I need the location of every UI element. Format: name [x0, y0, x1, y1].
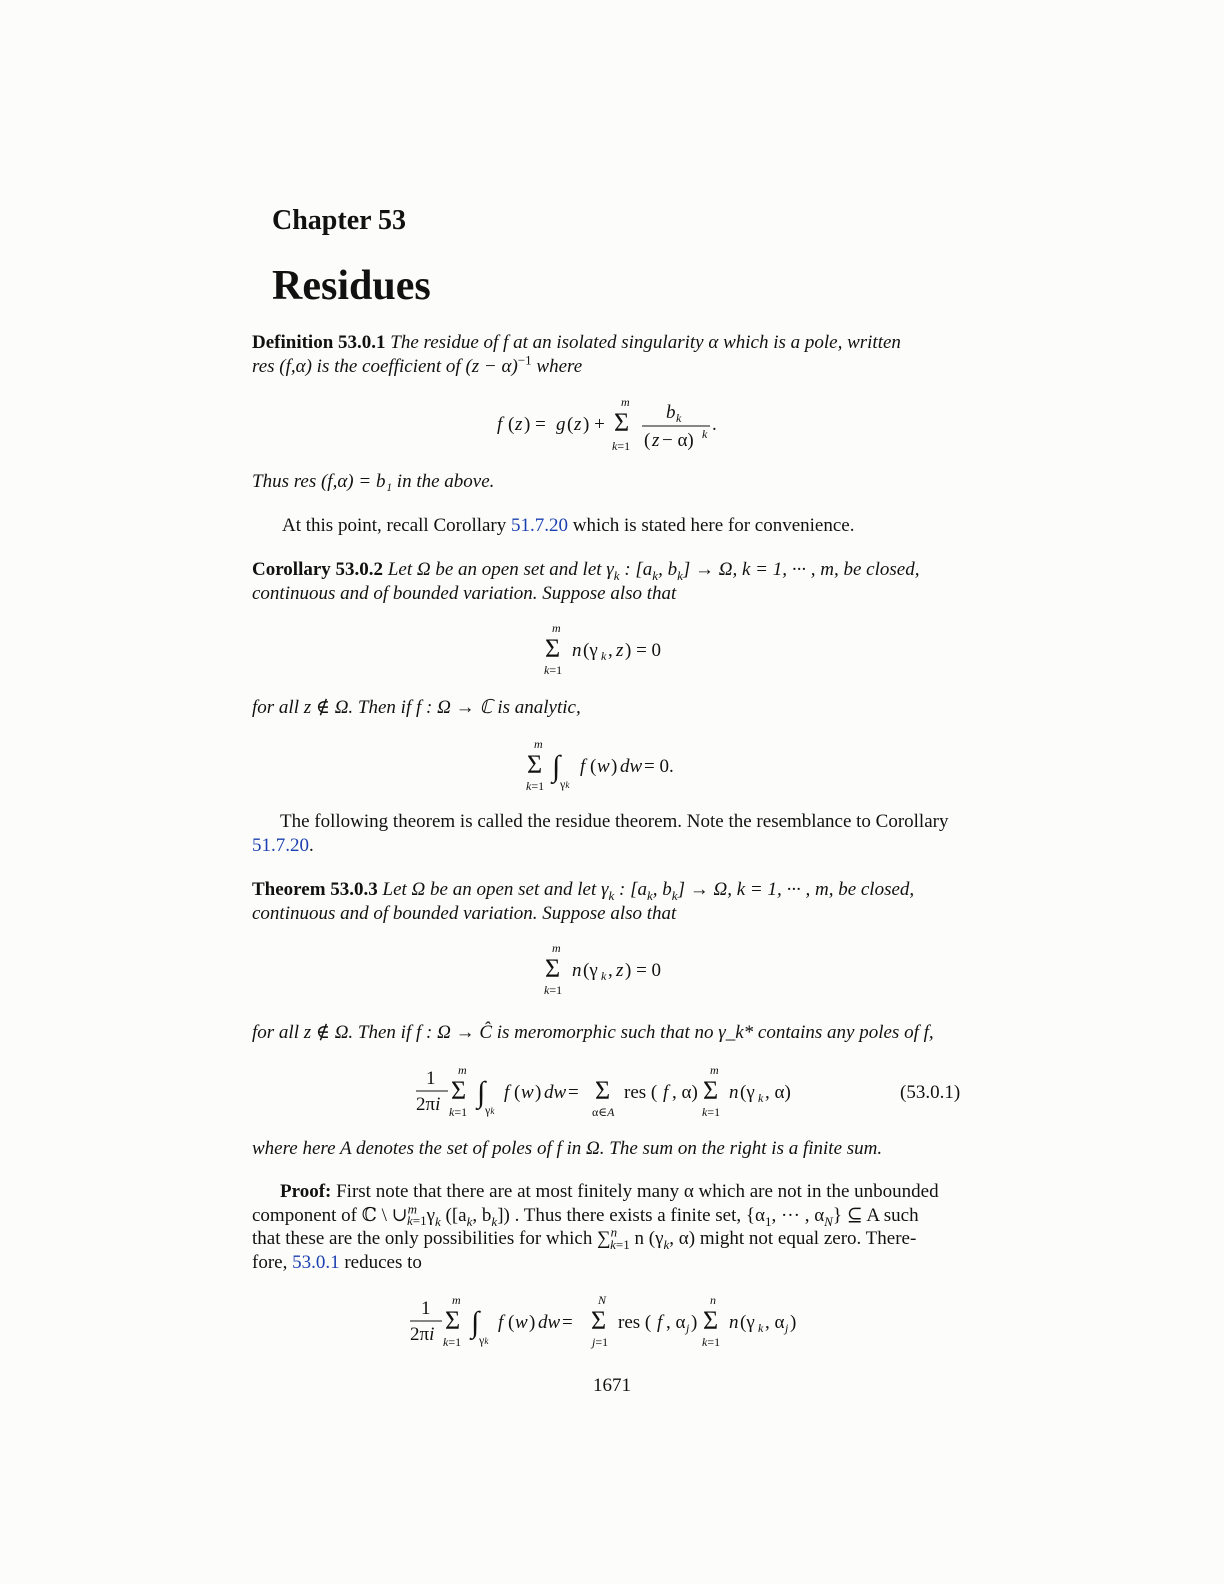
svg-text:, α: , α: [666, 1312, 686, 1333]
svg-text:1: 1: [426, 1068, 436, 1089]
svg-text:res (: res (: [624, 1082, 658, 1103]
proof-line-1: [252, 1180, 972, 1204]
proof-line2b: γ: [426, 1204, 435, 1226]
svg-text:dw: dw: [544, 1082, 567, 1103]
svg-text:k=1: k=1: [702, 1105, 721, 1119]
theorem-middle: for all z ∉ Ω. Then if f : Ω → Ĉ is meromorphic such that no γ_k* contains any poles of f,: [252, 1022, 934, 1043]
page-number: 1671: [593, 1375, 631, 1396]
svg-text:,: ,: [608, 640, 613, 661]
svg-text:f: f: [504, 1082, 510, 1103]
corollary-text-2: continuous and of bounded variation. Suppose also that: [252, 583, 677, 604]
svg-text:(: (: [508, 1312, 515, 1333]
svg-text:m: m: [621, 395, 630, 409]
svg-text:n: n: [710, 1293, 716, 1307]
svg-text:m: m: [710, 1063, 719, 1077]
theorem-eq1: [252, 940, 972, 1000]
para-following-after: .: [309, 835, 314, 856]
svg-text:b: b: [666, 402, 676, 423]
para-following-text: The following theorem is called the residue theorem. Note the resemblance to Corollary: [280, 811, 949, 832]
svg-text:n: n: [729, 1312, 739, 1333]
proof-line2a: component of ℂ \ ∪: [252, 1204, 408, 1226]
svg-text:n: n: [572, 960, 582, 981]
corollary-text-1: Let Ω be an open set and let γ: [387, 559, 614, 580]
para-following: [252, 810, 972, 858]
definition-text-2-end: where: [531, 356, 583, 377]
theorem-text-2: continuous and of bounded variation. Suppose also that: [252, 903, 677, 924]
svg-text:dw: dw: [538, 1312, 561, 1333]
proof-line3c: , α) might not equal zero. There-: [669, 1228, 917, 1249]
definition-text-1: The residue of f at an isolated singularity α which is a pole, written: [390, 332, 901, 353]
svg-text:k: k: [601, 969, 607, 983]
svg-text:α∈A: α∈A: [592, 1105, 615, 1119]
link-eq-53-0-1[interactable]: 53.0.1: [292, 1251, 340, 1273]
svg-text:j=1: j=1: [592, 1335, 609, 1349]
svg-text:(53.0.1): (53.0.1): [900, 1082, 961, 1103]
svg-text:k=1: k=1: [544, 663, 563, 677]
svg-text:, α: , α: [765, 1312, 785, 1333]
definition-label: Definition 53.0.1: [252, 332, 386, 353]
svg-text:γk: γk: [485, 1103, 495, 1117]
svg-text:m: m: [552, 941, 561, 955]
proof-line2d: , b: [472, 1204, 492, 1226]
svg-text:.: .: [712, 414, 717, 435]
corollary-line-1: Corollary 53.0.2 Let Ω be an open set and let $\gamma_k$ : [$a_k$, $b_k] \to \Omega$, k = 1, ··· , m, be closed,: [252, 559, 920, 583]
svg-text:1: 1: [421, 1298, 431, 1319]
svg-text:N: N: [598, 1293, 607, 1307]
proof-line2f: , ··· , α: [771, 1204, 825, 1226]
svg-text:w: w: [515, 1312, 528, 1333]
proof-label: Proof:: [280, 1181, 332, 1202]
svg-text:Σ: Σ: [445, 1306, 461, 1335]
svg-text:γk: γk: [560, 777, 570, 791]
svg-text:(γ: (γ: [740, 1312, 755, 1333]
corollary-eq2: [252, 736, 972, 796]
svg-text:, α): , α): [672, 1082, 698, 1103]
proof-line4a: fore,: [252, 1251, 293, 1273]
svg-text:(: (: [644, 430, 651, 451]
theorem-line-1: Theorem 53.0.3 Let Ω be an open set and let $\gamma_k$ : [$a_k$, $b_k] \to \Omega$, k = 1, ··· , m, be closed,: [252, 879, 915, 903]
svg-text:z: z: [652, 430, 660, 451]
proof-line2e: ]) . Thus there exists a finite set, {α: [497, 1204, 765, 1226]
svg-text:f: f: [580, 756, 586, 777]
proof-line-4: [252, 1251, 972, 1275]
svg-text:j: j: [686, 1321, 690, 1335]
proof-line2c: ([a: [440, 1204, 467, 1226]
proof-line-2: component of ℂ \ $\cup^m_{k=1}\gamma_k$ ([$a_k$, $b_k$]) . Thus there exists a finite set, {$\alpha_1$, ··· , $\alpha_N$} ⊆ A such: [252, 1201, 919, 1229]
svg-text:k: k: [702, 427, 708, 441]
svg-text:): ): [790, 1312, 797, 1333]
svg-text:2πi: 2πi: [410, 1324, 435, 1345]
link-corollary-51-7-20[interactable]: 51.7.20: [511, 515, 569, 536]
proof-block: [252, 1180, 972, 1274]
link-corollary-51-7-20-b[interactable]: 51.7.20: [252, 835, 309, 856]
svg-text:f: f: [657, 1312, 663, 1333]
svg-text:∫: ∫: [552, 750, 561, 783]
svg-text:(: (: [514, 1082, 521, 1103]
svg-text:2πi: 2πi: [416, 1094, 441, 1115]
svg-text:k=1: k=1: [544, 983, 563, 997]
svg-text:): ): [691, 1312, 698, 1333]
svg-text:res (: res (: [618, 1312, 652, 1333]
svg-text:− α): − α): [662, 430, 694, 451]
svg-text:f: f: [497, 414, 503, 435]
svg-text:Σ: Σ: [545, 634, 561, 663]
svg-text:w: w: [597, 756, 610, 777]
svg-text:k=1: k=1: [443, 1335, 462, 1349]
svg-text:g: g: [556, 414, 566, 435]
svg-text:Σ: Σ: [451, 1076, 467, 1105]
theorem-text-1-end: : [a: [614, 879, 648, 900]
svg-text:z: z: [574, 414, 582, 435]
svg-text:z: z: [515, 414, 523, 435]
proof-line4b: reduces to: [339, 1251, 422, 1273]
svg-text:dw: dw: [620, 756, 643, 777]
svg-text:Σ: Σ: [591, 1306, 607, 1335]
proof-equation: [252, 1292, 972, 1354]
svg-text:m: m: [552, 621, 561, 635]
svg-text:k: k: [758, 1321, 764, 1335]
theorem-block: [252, 878, 972, 926]
definition-text-2-sup: −1: [517, 352, 532, 368]
svg-text:) = 0: ) = 0: [625, 960, 662, 981]
svg-text:(: (: [590, 756, 597, 777]
svg-text:(: (: [567, 414, 574, 435]
proof-line1-text: First note that there are at most finitely many α which are not in the unbounded: [331, 1181, 939, 1202]
theorem-after: where here A denotes the set of poles of f in Ω. The sum on the right is a finite sum.: [252, 1138, 883, 1159]
corollary-line1-tail: ] → Ω, k = 1, ··· , m, be closed,: [682, 559, 920, 580]
svg-text:n: n: [572, 640, 582, 661]
svg-text:k: k: [758, 1091, 764, 1105]
svg-text:f: f: [498, 1312, 504, 1333]
proof-line-3: that these are the only possibilities for which ∑$^n_{k=1}$ n ($\gamma_k$, α) might not equal zero. There-: [252, 1224, 917, 1252]
svg-text:(γ: (γ: [740, 1082, 755, 1103]
svg-text:n: n: [729, 1082, 739, 1103]
para-recall-before: At this point, recall Corollary: [282, 515, 512, 536]
svg-text:k=1: k=1: [449, 1105, 468, 1119]
proof-line3a: that these are the only possibilities for which ∑: [252, 1228, 611, 1249]
chapter-title: Residues: [272, 263, 431, 309]
svg-text:z: z: [616, 640, 624, 661]
svg-text:Σ: Σ: [545, 954, 561, 983]
svg-text:) =: ) =: [524, 414, 546, 435]
definition-after: Thus res (f,α) = b₁ in the above.: [252, 471, 495, 492]
corollary-label: Corollary 53.0.2: [252, 559, 384, 580]
svg-text:Σ: Σ: [614, 408, 630, 437]
svg-text:(γ: (γ: [583, 960, 598, 981]
theorem-eq2: [252, 1062, 972, 1122]
svg-text:j: j: [785, 1321, 789, 1335]
corollary-eq1: [252, 620, 972, 680]
proof-line2g: } ⊆ A such: [832, 1204, 919, 1226]
para-recall-after: which is stated here for convenience.: [568, 515, 855, 536]
svg-text:m: m: [534, 737, 543, 751]
svg-text:) = 0: ) = 0: [625, 640, 662, 661]
svg-text:Σ: Σ: [703, 1076, 719, 1105]
svg-text:z: z: [616, 960, 624, 981]
svg-text:Σ: Σ: [595, 1076, 611, 1105]
svg-text:Σ: Σ: [703, 1306, 719, 1335]
svg-text:k: k: [676, 411, 682, 425]
theorem-label: Theorem 53.0.3: [252, 879, 378, 900]
definition-line-1: [252, 331, 972, 355]
svg-text:): ): [611, 756, 618, 777]
chapter-label: Chapter 53: [272, 205, 407, 236]
svg-text:= 0.: = 0.: [644, 756, 674, 777]
svg-text:Σ: Σ: [527, 750, 543, 779]
svg-text:m: m: [458, 1063, 467, 1077]
theorem-line1-tail: ] → Ω, k = 1, ··· , m, be closed,: [677, 879, 915, 900]
svg-text:k: k: [601, 649, 607, 663]
svg-text:∫: ∫: [471, 1306, 480, 1339]
svg-text:) +: ) +: [583, 414, 605, 435]
corollary-middle: for all z ∉ Ω. Then if f : Ω → ℂ is analytic,: [252, 697, 581, 718]
definition-line-2: [252, 352, 972, 379]
corollary-block: [252, 558, 972, 606]
svg-text:f: f: [663, 1082, 669, 1103]
svg-text:∫: ∫: [477, 1076, 486, 1109]
svg-text:w: w: [521, 1082, 534, 1103]
svg-text:(γ: (γ: [583, 640, 598, 661]
theorem-text-1: Let Ω be an open set and let γ: [382, 879, 609, 900]
svg-text:(: (: [508, 414, 515, 435]
svg-text:): ): [529, 1312, 536, 1333]
svg-text:k=1: k=1: [702, 1335, 721, 1349]
svg-text:, α): , α): [765, 1082, 791, 1103]
corollary-text-1-end: : [a: [619, 559, 653, 580]
para-recall: [252, 514, 972, 538]
svg-text:=: =: [562, 1312, 573, 1333]
svg-text:m: m: [452, 1293, 461, 1307]
svg-text:,: ,: [608, 960, 613, 981]
definition-block: [252, 331, 972, 379]
definition-text-2: res (f,α) is the coefficient of (z − α): [252, 356, 518, 377]
svg-text:=: =: [568, 1082, 579, 1103]
svg-text:k=1: k=1: [526, 779, 545, 793]
svg-text:γk: γk: [479, 1333, 489, 1347]
svg-text:): ): [535, 1082, 542, 1103]
definition-equation: [252, 394, 972, 456]
svg-text:k=1: k=1: [612, 439, 631, 453]
proof-line3b: n (γ: [629, 1228, 664, 1249]
